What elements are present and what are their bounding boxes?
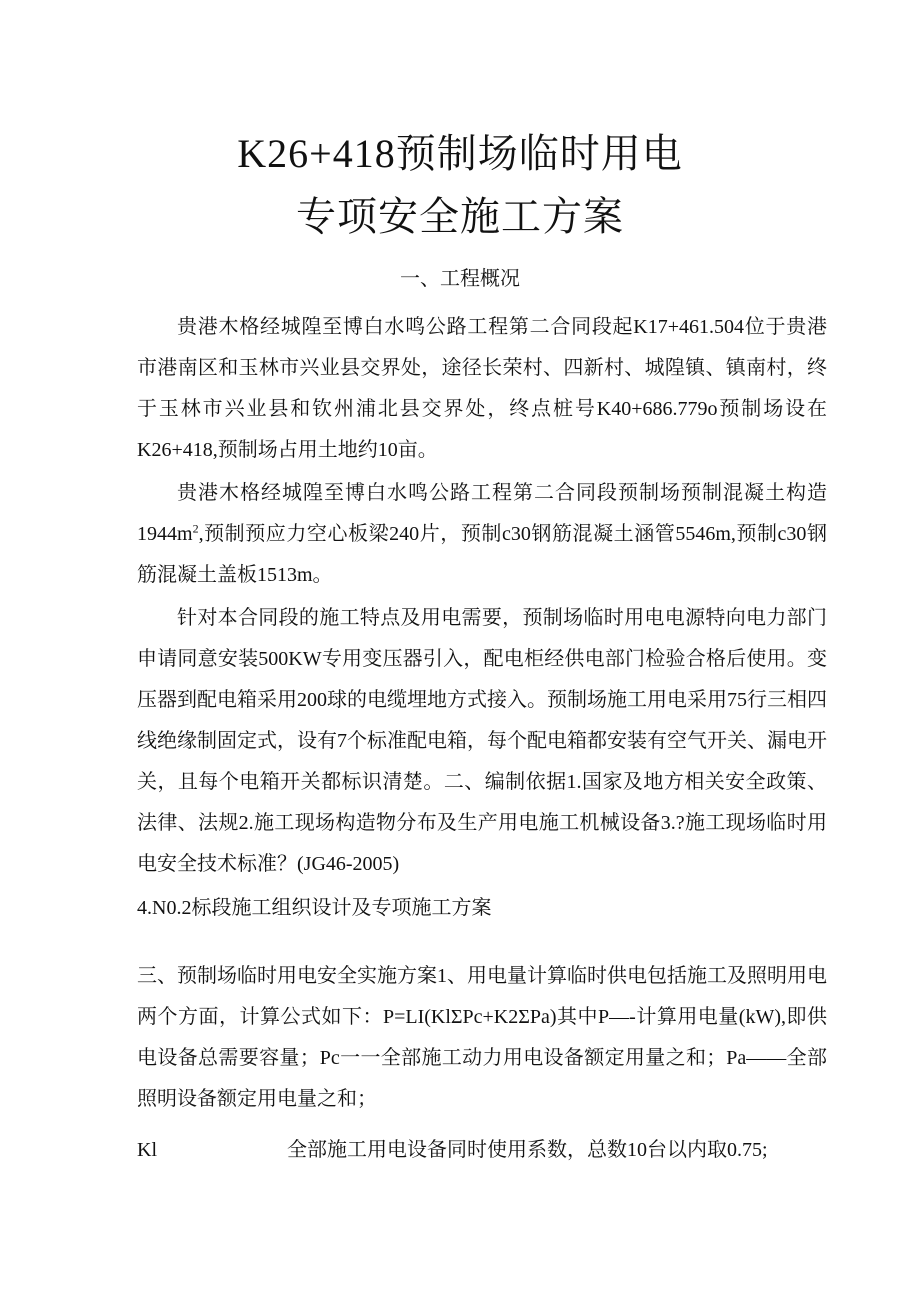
- section1-heading: 一、工程概况: [400, 268, 520, 290]
- paragraph-power-supply: 针对本合同段的施工特点及用电需要，预制场临时用电电源特向电力部门申请同意安装500KW专用变压器引入，配电柜经供电部门检验合格后使用。变压器到配电箱采用200球的电缆埋地方式接入。预制场施工用电采用75行三相四线绝缘制固定式，设有7个标准配电箱，每个配电箱都安装有空气开关、漏电开关，且每个电箱开关都标识清楚。二、编制依据1.国家及地方相关安全政策、法律、法规2.施工现场构造物分布及生产用电施工机械设备3.?施工现场临时用电安全技术标准？(JG46-2005): [137, 607, 827, 875]
- document-title-line1: K26+418预制场临时用电: [237, 131, 683, 176]
- paragraph-prefab-quantities-text2: ,预制预应力空心板梁240片，预制c30钢筋混凝土涵管5546m,预制c30钢筋混凝土盖板1513m。: [137, 523, 827, 586]
- document-title-line2: 专项安全施工方案: [296, 194, 624, 239]
- paragraph-project-overview: 贵港木格经城隍至博白水鸣公路工程第二合同段起K17+461.504位于贵港市港南区和玉林市兴业县交界处，途径长荣村、四新村、城隍镇、镇南村，终于玉林市兴业县和钦州浦北县交界处，终点桩号K40+686.779o预制场设在K26+418,预制场占用土地约10亩。: [137, 316, 827, 461]
- superscript-2: 2: [192, 521, 199, 536]
- paragraph-prefab-quantities: [137, 473, 827, 596]
- paragraph-prefab-quantities-text1: 贵港木格经城隍至博白水鸣公路工程第二合同段预制场预制混凝土构造1944m: [137, 482, 827, 545]
- k1-label: Kl: [137, 1139, 157, 1161]
- paragraph-section3: 三、预制场临时用电安全实施方案1、用电量计算临时供电包括施工及照明用电两个方面，计算公式如下：P=LI(KlΣPc+K2ΣPa)其中P—-计算用电量(kW),即供电设备总需要容量；Pc一一全部施工动力用电设备额定用量之和；Pa——全部照明设备额定用电量之和；: [137, 965, 827, 1110]
- paragraph-basis-item4: 4.N0.2标段施工组织设计及专项施工方案: [137, 897, 492, 919]
- k1-description: 全部施工用电设备同时使用系数，总数10台以内取0.75;: [287, 1139, 768, 1161]
